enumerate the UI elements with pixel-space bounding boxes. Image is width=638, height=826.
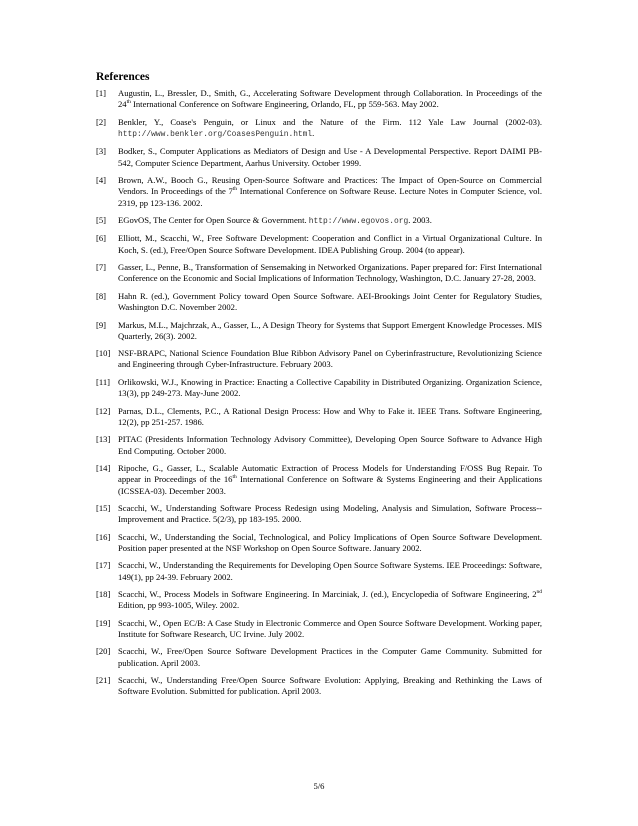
reference-text [118,291,542,312]
reference-number: [8] [96,290,107,301]
reference-text [118,463,542,496]
reference-text-segment: Hahn R. (ed.), Government Policy toward Open Source Software. AEI-Brookings Joint Center for Regulatory Studies, Washington D.C. November 2002. [118,290,542,313]
reference-number: [7] [96,262,107,273]
reference-text-segment: Scacchi, W., Understanding the Social, Technological, and Policy Implications of Open Source Software Development. Position paper presented at the NSF Workshop on Open Source Software. January 2002. [118,531,542,553]
reference-text-segment: PITAC (Presidents Information Technology Advisory Committee), Developing Open Source Software to Advance High End Computing. October 2000. [118,434,542,456]
reference-item [96,291,542,314]
reference-item [96,434,542,457]
reference-text [118,560,542,581]
reference-number: [16] [96,531,111,542]
reference-item [96,146,542,169]
reference-text [118,618,542,639]
reference-text-segment: Scacchi, W., Understanding the Requirements for Developing Open Source Software Systems. IEE Proceedings: Software, 149(1), pp 24-39. February 2002. [118,560,542,582]
reference-text-segment: Scacchi, W., Free/Open Source Software Development Practices in the Computer Game Community. Submitted for publication. April 2003. [118,646,542,668]
reference-text [118,589,542,610]
reference-number: [5] [96,215,107,226]
reference-item [96,175,542,209]
reference-number: [19] [96,617,111,628]
reference-text-segment: Scacchi, W., Understanding Software Process Redesign using Modeling, Analysis and Simulation, Software Process--Improvement and Practice. 5(2/3), pp 183-195. 2000. [118,502,542,525]
reference-number: [9] [96,319,107,330]
page-number: 5/6 [313,781,325,791]
reference-text-segment: Scacchi, W., Process Models in Software Engineering. In Marciniak, J. (ed.), Encyclopedia of Software Engineering, 2 [118,588,537,599]
reference-item [96,233,542,256]
reference-text-segment: Augustin, L., Bressler, D., Smith, G., Accelerating Software Development through Collaboration. In Proceedings of the 24 [118,88,542,110]
reference-text [118,503,542,524]
reference-number: [13] [96,434,111,445]
reference-text [118,377,542,398]
reference-item [96,406,542,429]
reference-text-segment: NSF-BRAPC, National Science Foundation Blue Ribbon Advisory Panel on Cyberinfrastructure, Revolutionizing Science and Engineering through Cyber-Infrastructure. February 2003. [118,348,542,370]
reference-item [96,88,542,111]
reference-text [118,117,542,138]
reference-item [96,377,542,400]
reference-item [96,503,542,526]
reference-text-segment: . [312,127,315,138]
reference-text [118,175,542,208]
reference-text [118,434,542,455]
reference-text [118,406,542,427]
reference-text-segment: International Conference on Software Reuse. Lecture Notes in Computer Science, vol. 2319, pp 123-136. 2002. [118,186,543,208]
reference-item [96,646,542,669]
reference-text-segment: EGovOS, The Center for Open Source & Government. [118,215,309,226]
reference-item [96,117,542,141]
reference-text-segment: International Conference on Software & Systems Engineering and their Applications (ICSSEA-03). December 2003. [118,474,542,496]
reference-text-segment: Markus, M.L., Majchrzak, A., Gasser, L., A Design Theory for Systems that Support Emergent Knowledge Processes. MIS Quarterly, 26(3). 2002. [118,319,542,341]
reference-text [118,88,542,109]
reference-number: [17] [96,560,111,571]
reference-text [118,146,542,167]
reference-item [96,675,542,698]
reference-number: [4] [96,175,107,186]
reference-number: [20] [96,646,111,657]
reference-text-segment: Scacchi, W., Understanding Free/Open Source Software Evolution: Applying, Breaking and Rethinking the Laws of Software Evolution. Submitted for publication. April 2003. [118,675,542,697]
reference-number: [2] [96,116,107,127]
reference-item [96,618,542,641]
reference-number: [21] [96,675,111,686]
reference-number: [18] [96,588,111,599]
reference-text-segment: Orlikowski, W.J., Knowing in Practice: Enacting a Collective Capability in Distributed Organizing. Organization Science, 13(3), pp 249-273. May-June 2002. [118,376,542,399]
reference-text-segment: . 2003. [408,215,432,226]
reference-item [96,215,542,227]
reference-text [118,320,542,341]
section-heading: References [96,71,150,83]
superscript: th [232,474,237,481]
reference-text [118,675,542,696]
superscript: nd [536,589,542,596]
reference-number: [1] [96,88,107,98]
superscript: th [126,99,131,106]
reference-item [96,320,542,343]
reference-number: [15] [96,502,111,513]
reference-text-segment: Parnas, D.L., Clements, P.C., A Rational Design Process: How and Why to Fake it. IEEE Trans. Software Engineering, 12(2), pp 251-257. 1986. [118,405,542,427]
reference-text [118,262,542,283]
reference-text-segment: Scacchi, W., Open EC/B: A Case Study in Electronic Commerce and Open Source Software Development. Working paper, Institute for Software Research, UC Irvine. July 2002. [118,617,542,639]
reference-item [96,560,542,583]
reference-text [118,646,542,667]
reference-text-segment: Bodker, S., Computer Applications as Mediators of Design and Use - A Developmental Perspective. Report DAIMI PB-542, Computer Science Department, Aarhus University. October 1999. [118,146,542,168]
reference-text-segment: Ripoche, G., Gasser, L., Scalable Automatic Extraction of Process Models for Understanding F/OSS Bug Repair. To appear in Proceedings of the 16 [118,462,542,485]
reference-item [96,262,542,285]
reference-number: [12] [96,405,111,416]
reference-number: [6] [96,233,107,244]
reference-item [96,532,542,555]
reference-item [96,589,542,612]
reference-text [118,348,542,369]
reference-text-segment: International Conference on Software Engineering, Orlando, FL, pp 559-563. May 2002. [130,99,439,110]
reference-text [118,532,542,553]
reference-item [96,348,542,371]
reference-text-segment: Gasser, L., Penne, B., Transformation of Sensemaking in Networked Organizations. Paper prepared for: First International Conference on the Economic and Social Implications of Information Technology, Washington, D.C. January 27-28, 2003. [118,262,542,284]
reference-number: [10] [96,348,111,359]
reference-number: [14] [96,462,111,473]
reference-list [96,88,542,698]
reference-number: [11] [96,376,110,387]
superscript: th [232,186,238,193]
references-section [96,70,542,704]
reference-text-segment: Elliott, M., Scacchi, W., Free Software Development: Cooperation and Conflict in a Virtual Organizational Culture. In Koch, S. (ed.), Free/Open Source Software Development. IDEA Publishing Group. 2004 (to appear). [118,233,542,255]
reference-url-link[interactable]: http://www.egovos.org [308,217,409,227]
reference-text-segment: Benkler, Y., Coase's Penguin, or Linux and the Nature of the Firm. 112 Yale Law Journal (2002-03). [118,116,542,127]
reference-url-link[interactable]: http://www.benkler.org/CoasesPenguin.html [118,129,313,139]
reference-text-segment: Brown, A.W., Booch G., Reusing Open-Source Software and Practices: The Impact of Open-Source on Commercial Vendors. In Proceedings of the 7 [118,175,542,197]
reference-text [118,215,432,225]
reference-item [96,463,542,497]
reference-number: [3] [96,146,107,157]
reference-text-segment: Edition, pp 993-1005, Wiley. 2002. [118,600,240,611]
reference-text [118,233,542,254]
